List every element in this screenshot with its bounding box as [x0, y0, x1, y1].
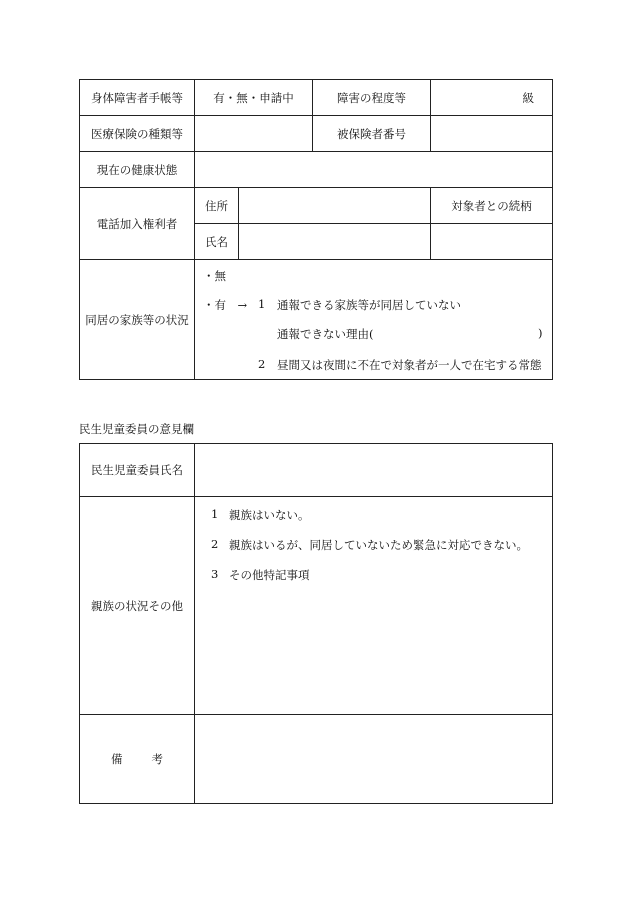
kin-item-2-text: 親族はいるが、同居していないため緊急に対応できない。: [229, 538, 528, 552]
kin-status-field[interactable]: [195, 497, 553, 715]
reason-close: ): [538, 326, 543, 340]
member-name-label: 民生児童委員氏名: [80, 444, 195, 497]
family-item-2-number: 2: [258, 357, 266, 371]
remarks-char-2: 考: [151, 752, 163, 766]
family-item-1-text[interactable]: 通報できる家族等が同居していない: [277, 298, 461, 312]
kin-item-2-number: 2: [211, 537, 219, 551]
disability-book-options[interactable]: 有・無・申請中: [195, 80, 313, 116]
member-name-field[interactable]: [195, 444, 553, 497]
address-field[interactable]: [239, 188, 431, 224]
family-item-1-number: 1: [258, 297, 266, 311]
disability-degree-label: 障害の程度等: [313, 80, 431, 116]
relation-field[interactable]: [431, 224, 553, 260]
reason-label: 通報できない理由(: [277, 327, 374, 341]
remarks-field[interactable]: [195, 715, 553, 804]
address-label: 住所: [195, 188, 239, 224]
opinion-section-title: 民生児童委員の意見欄: [79, 422, 194, 436]
remarks-char-1: 備: [111, 752, 123, 766]
insurance-type-field[interactable]: [195, 116, 313, 152]
health-status-label: 現在の健康状態: [80, 152, 195, 188]
kin-item-3-number: 3: [211, 567, 219, 581]
insured-number-label: 被保険者番号: [313, 116, 431, 152]
kin-item-3-text: その他特記事項: [229, 568, 310, 582]
family-option-none[interactable]: ・無: [203, 269, 226, 283]
insurance-type-label: 医療保険の種類等: [80, 116, 195, 152]
relation-label: 対象者との続柄: [431, 188, 553, 224]
health-status-field[interactable]: [195, 152, 553, 188]
insured-number-field[interactable]: [431, 116, 553, 152]
kin-status-label: 親族の状況その他: [80, 497, 195, 715]
holder-name-label: 氏名: [195, 224, 239, 260]
disability-degree-value[interactable]: 級: [431, 80, 553, 116]
phone-holder-label: 電話加入権利者: [80, 188, 195, 260]
applicant-info-table: [79, 79, 553, 380]
holder-name-field[interactable]: [239, 224, 431, 260]
opinion-table: [79, 443, 553, 804]
kin-item-1-text: 親族はいない。: [229, 508, 310, 522]
disability-book-label: 身体障害者手帳等: [80, 80, 195, 116]
family-status-label: 同居の家族等の状況: [80, 260, 195, 380]
family-item-2-text[interactable]: 昼間又は夜間に不在で対象者が一人で在宅する常態: [277, 358, 542, 372]
remarks-label: [80, 715, 195, 804]
family-status-options[interactable]: [195, 260, 553, 380]
kin-item-1-number: 1: [211, 507, 219, 521]
family-option-yes[interactable]: ・有 →: [203, 298, 248, 312]
